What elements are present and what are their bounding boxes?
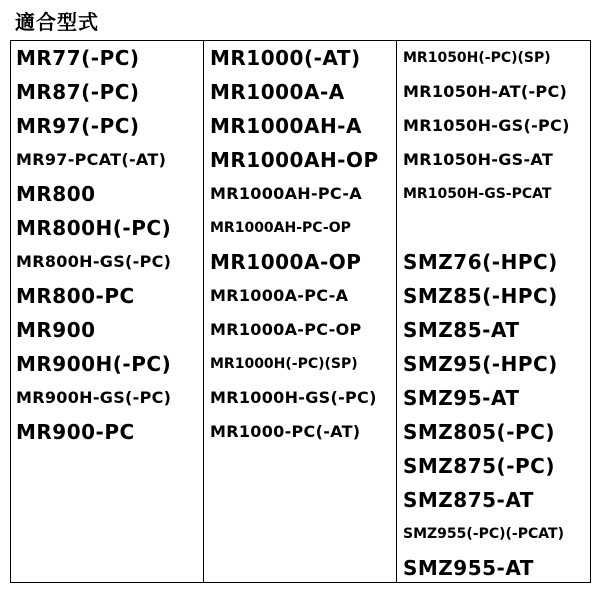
model-name: SMZ95-AT [403,386,520,410]
model-name: MR77(-PC) [16,46,140,70]
model-name: SMZ875(-PC) [403,454,555,478]
model-name: MR1000H-GS(-PC) [210,388,377,407]
model-name: MR900H-GS(-PC) [16,388,172,407]
model-name: MR1000A-OP [210,250,362,274]
model-name: MR900H(-PC) [16,352,172,376]
model-name: MR87(-PC) [16,80,140,104]
model-name: MR1050H-GS-PCAT [403,186,552,202]
model-name: MR1050H-GS-AT [403,150,554,169]
model-name: MR1050H(-PC)(SP) [403,50,551,66]
model-name: SMZ805(-PC) [403,420,555,444]
compatible-models-table [10,40,591,583]
model-name: MR1050H-GS(-PC) [403,116,570,135]
model-name: MR1000AH-A [210,114,362,138]
model-name: MR1000A-PC-OP [210,320,362,339]
model-name: MR97(-PC) [16,114,140,138]
model-name: MR1000A-PC-A [210,286,349,305]
model-name: MR800 [16,182,96,206]
column-1 [11,41,204,582]
model-name: MR1050H-AT(-PC) [403,82,568,101]
model-name: SMZ955-AT [403,556,534,580]
model-name: SMZ95(-HPC) [403,352,558,376]
model-name: MR1000A-A [210,80,345,104]
model-name: MR1000AH-PC-A [210,184,362,203]
column-3 [397,41,590,582]
model-name: MR97-PCAT(-AT) [16,150,167,169]
model-name: MR1000AH-OP [210,148,379,172]
model-name: MR900 [16,318,96,342]
model-name: MR800H(-PC) [16,216,172,240]
model-name: MR800-PC [16,284,135,308]
model-name: SMZ955(-PC)(-PCAT) [403,526,564,542]
section-title: 適合型式 [15,10,99,34]
column-2 [204,41,397,582]
model-name: SMZ875-AT [403,488,534,512]
model-name: SMZ76(-HPC) [403,250,558,274]
model-name: MR800H-GS(-PC) [16,252,172,271]
model-name: SMZ85-AT [403,318,520,342]
model-name: MR1000-PC(-AT) [210,422,361,441]
model-name: MR900-PC [16,420,135,444]
model-name: SMZ85(-HPC) [403,284,558,308]
model-name [397,211,590,245]
model-name: MR1000H(-PC)(SP) [210,356,358,372]
model-name: MR1000(-AT) [210,46,361,70]
model-name: MR1000AH-PC-OP [210,220,351,236]
